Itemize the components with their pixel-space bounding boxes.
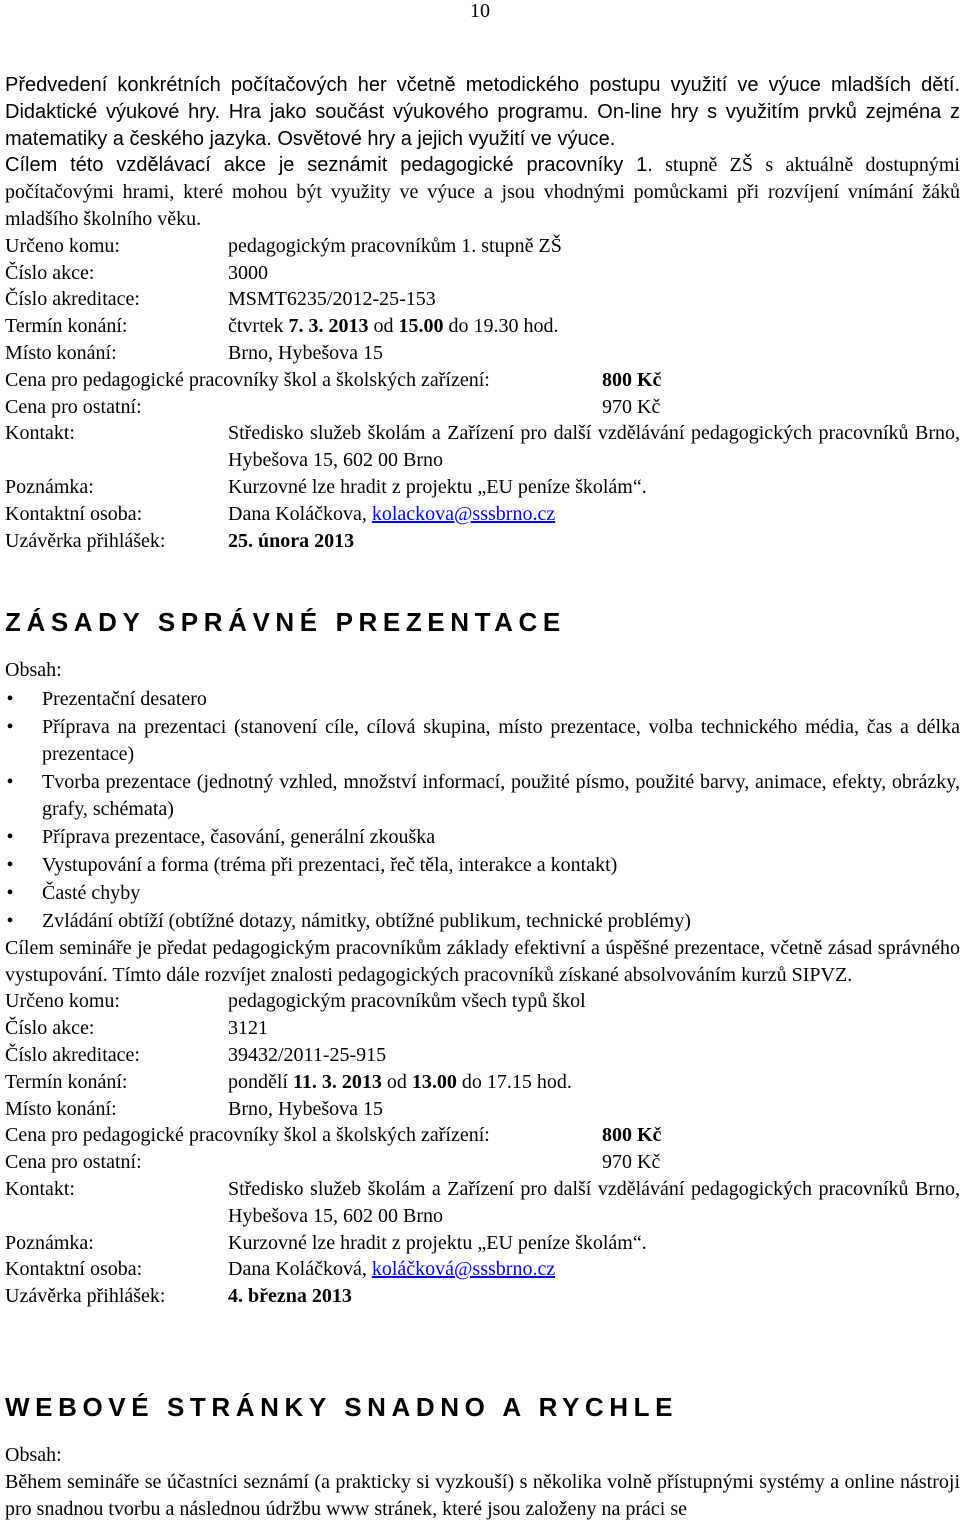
venue-value: Brno, Hybešova 15 [228,341,383,364]
contact-value: Středisko služeb školám a Zařízení pro další vzdělávání pedagogických pracovníků Brno, Hybešova 15, 602 00 Brno [228,1177,960,1227]
price-others-row [5,1149,960,1176]
price-others-row [5,394,960,421]
action-number-label: Číslo akce: [5,1017,95,1040]
contact-person-row [5,501,960,528]
accreditation-label: Číslo akreditace: [5,1043,140,1066]
course-goal: Cílem semináře je předat pedagogickým pracovníkům základy efektivní a úspěšné prezentace, včetně zásad správného vystupování. Tímto dále rozvíjet znalosti pedagogických pracovníků získané absolvováním kurzů SIPVZ. [5,936,960,986]
contact-value: Středisko služeb školám a Zařízení pro další vzdělávání pedagogických pracovníků Brno, Hybešova 15, 602 00 Brno [228,422,960,472]
action-number-value: 3000 [228,261,268,284]
price-teachers-value: 800 Kč [602,1124,662,1147]
list-item: • Vystupování a forma (tréma při prezentaci, řeč těla, interakce a kontakt) [5,852,960,879]
contents-label: Obsah: [5,1444,62,1466]
accreditation-label: Číslo akreditace: [5,288,140,311]
venue-label: Místo konání: [5,341,117,364]
contact-person-value: Dana Koláčkova, kolackova@sssbrno.cz [228,502,556,525]
price-others-value: 970 Kč [602,395,661,418]
action-number-label: Číslo akce: [5,261,95,284]
bullet-icon: • [6,715,14,738]
note-row [5,474,960,501]
course-block-games [5,72,960,554]
venue-row [5,340,960,367]
bullet-icon: • [6,881,14,904]
contact-person-label: Kontaktní osoba: [5,1258,143,1281]
course-description: Během semináře se účastníci seznámí (a prakticky si vyzkouší) s několika volně přístupnými systémy a online nástroji pro snadnou tvorbu a následnou údržbu www stránek, které jsou založeny na práci se [5,1470,960,1520]
date-row [5,1069,960,1096]
price-others-label: Cena pro ostatní: [5,395,142,418]
deadline-value: 25. února 2013 [228,529,355,552]
price-teachers-row [5,1122,960,1149]
course-block-websites [5,1391,960,1522]
course-goal [5,152,960,232]
course-goal-rest: stupně ZŠ s aktuálně dostupnými počítačovými hrami, které mohou být využity ve výuce a jsou vhodnými pomůckami při rozvíjení vnímání žáků mladšího školního věku. [5,154,960,230]
note-label: Poznámka: [5,1231,94,1254]
bullet-icon: • [6,853,14,876]
note-value: Kurzovné lze hradit z projektu „EU peníze školám“. [228,475,647,498]
venue-label: Místo konání: [5,1097,117,1120]
price-teachers-value: 800 Kč [602,368,662,391]
target-value: pedagogickým pracovníkům 1. stupně ZŠ [228,234,562,257]
note-row [5,1230,960,1257]
bullet-icon: • [6,687,14,710]
accreditation-row [5,1042,960,1069]
contact-person-label: Kontaktní osoba: [5,502,143,525]
target-row [5,988,960,1015]
date-label: Termín konání: [5,1070,128,1093]
course-goal-start: Cílem této vzdělávací akce je seznámit pedagogické pracovníky 1. [5,154,653,177]
date-label: Termín konání: [5,315,128,338]
accreditation-row [5,286,960,313]
action-number-row [5,260,960,287]
venue-row [5,1096,960,1123]
contact-row [5,420,960,474]
course-block-presentation [5,606,960,1310]
deadline-row [5,1283,960,1310]
section-heading-websites: WEBOVÉ STRÁNKY SNADNO A RYCHLE [5,1392,679,1422]
accreditation-value: 39432/2011-25-915 [228,1043,387,1066]
bullet-icon: • [6,770,14,793]
accreditation-value: MSMT6235/2012-25-153 [228,288,436,311]
list-item: • Časté chyby [5,880,960,907]
contact-email-link[interactable]: kolackova@sssbrno.cz [371,502,556,525]
list-item: • Prezentační desatero [5,686,960,713]
contents-label: Obsah: [5,659,62,681]
action-number-row [5,1015,960,1042]
bullet-icon: • [6,909,14,932]
price-teachers-row [5,367,960,394]
list-item: • Příprava prezentace, časování, generální zkouška [5,824,960,851]
contact-person-row [5,1256,960,1283]
section-heading-presentation: ZÁSADY SPRÁVNÉ PREZENTACE [5,607,566,637]
list-item: • Zvládání obtíží (obtížné dotazy, námitky, obtížné publikum, technické problémy) [5,908,960,935]
price-teachers-label: Cena pro pedagogické pracovníky škol a školských zařízení: [5,1124,490,1147]
note-label: Poznámka: [5,475,94,498]
contact-label: Kontakt: [5,1177,75,1200]
contact-label: Kontakt: [5,422,75,445]
list-item: • Příprava na prezentaci (stanovení cíle, cílová skupina, místo prezentace, volba technického média, čas a délka prezentace) [6,715,960,765]
deadline-label: Uzávěrka přihlášek: [5,1285,166,1308]
list-item: • Tvorba prezentace (jednotný vzhled, množství informací, použité písmo, použité barvy, animace, efekty, obrázky, grafy, schémata) [6,770,960,820]
action-number-value: 3121 [228,1017,268,1040]
bullet-icon: • [6,825,14,848]
target-label: Určeno komu: [5,234,120,257]
deadline-label: Uzávěrka přihlášek: [5,529,166,552]
contact-email-link[interactable]: koláčková@sssbrno.cz [371,1258,556,1281]
date-row [5,313,960,340]
contents-list [5,686,960,935]
page-number: 10 [470,0,490,22]
target-value: pedagogickým pracovníkům všech typů škol [228,990,586,1013]
target-row [5,233,960,260]
contact-row [5,1176,960,1230]
note-value: Kurzovné lze hradit z projektu „EU peníze školám“. [228,1231,647,1254]
deadline-value: 4. března 2013 [228,1285,352,1308]
price-teachers-label: Cena pro pedagogické pracovníky škol a školských zařízení: [5,368,490,391]
price-others-label: Cena pro ostatní: [5,1151,142,1174]
course-description: Předvedení konkrétních počítačových her včetně metodického postupu využití ve výuce mladších dětí. Didaktické výukové hry. Hra jako součást výukového programu. On-line hry s využitím prvků zejména z matematiky a českého jazyka. Osvětové hry a jejich využití ve výuce. [5,74,960,150]
date-value: čtvrtek 7. 3. 2013 od 15.00 do 19.30 hod. [228,315,559,338]
venue-value: Brno, Hybešova 15 [228,1097,383,1120]
contact-person-value: Dana Koláčková, koláčková@sssbrno.cz [228,1258,556,1281]
target-label: Určeno komu: [5,990,120,1013]
deadline-row [5,528,960,555]
date-value: pondělí 11. 3. 2013 od 13.00 do 17.15 hod. [228,1070,572,1093]
price-others-value: 970 Kč [602,1151,661,1174]
